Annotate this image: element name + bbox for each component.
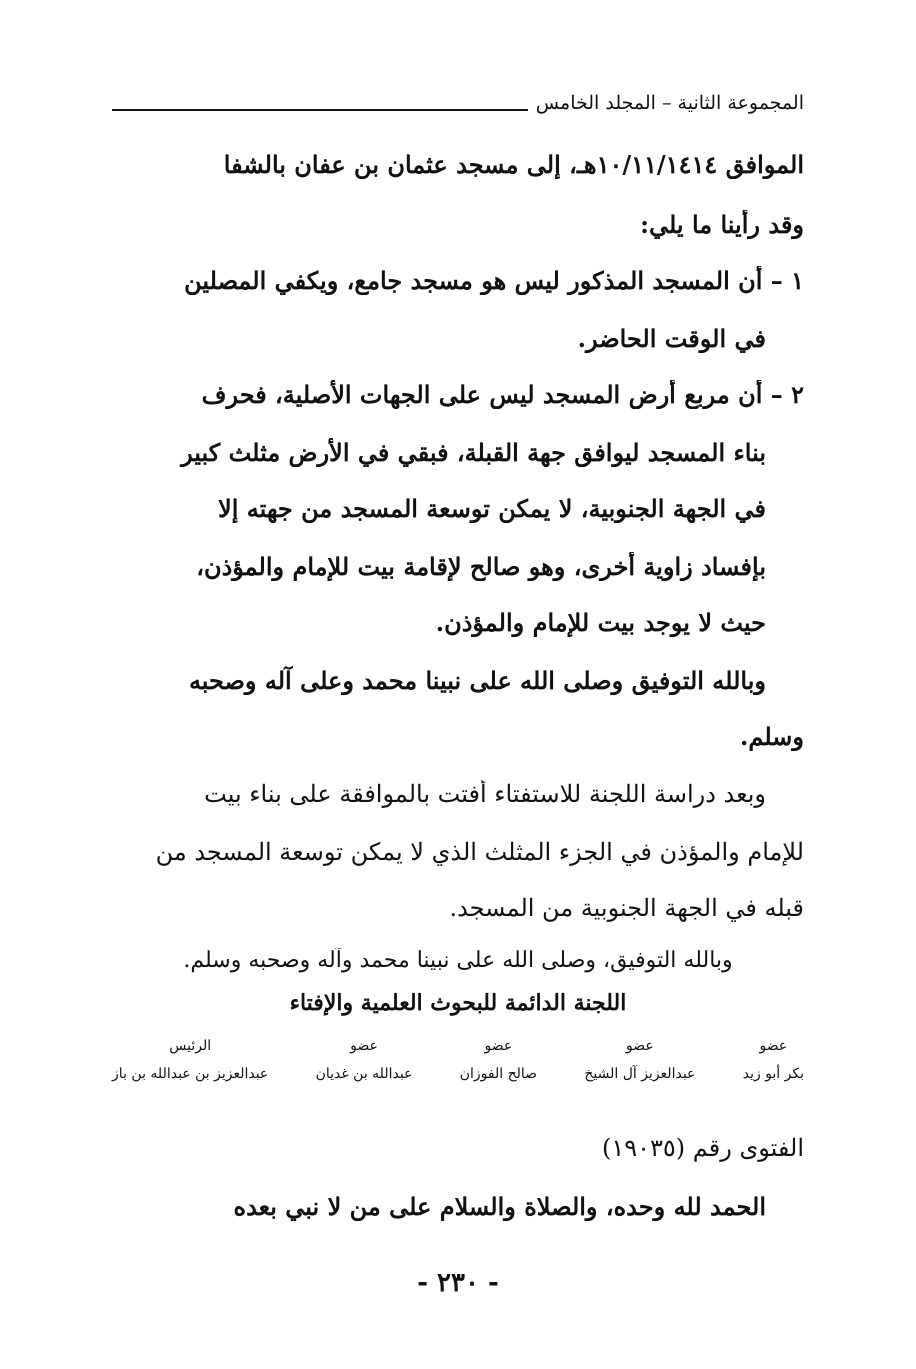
answer-line: للإمام والمؤذن في الجزء المثلث الذي لا يمكن توسعة المسجد من (155, 838, 804, 866)
list-item-2: ٢ – أن مربع أرض المسجد ليس على الجهات الأصلية، فحرف (201, 380, 804, 409)
member-name: بكر أبو زيد (742, 1066, 804, 1082)
committee-member (584, 1038, 695, 1098)
closing-line: وبالله التوفيق وصلى الله على نبينا محمد وعلى آله وصحبه (188, 666, 766, 695)
member-name: عبدالعزيز آل الشيخ (584, 1066, 696, 1082)
committee-members (112, 1038, 804, 1098)
member-role: الرئيس (169, 1038, 212, 1054)
member-role: عضو (626, 1038, 654, 1054)
answer-line: قبله في الجهة الجنوبية من المسجد. (449, 894, 804, 922)
member-role: عضو (350, 1038, 378, 1054)
header-title: المجموعة الثانية – المجلد الخامس (528, 92, 804, 114)
member-name: عبدالله بن غديان (315, 1066, 413, 1082)
closing-line-cont: وسلم. (740, 722, 804, 751)
list-item-1-cont: في الوقت الحاضر. (577, 324, 766, 353)
member-name: صالح الفوزان (459, 1066, 538, 1082)
opening-line: الحمد لله وحده، والصلاة والسلام على من لا نبي بعده (233, 1192, 766, 1221)
member-role: عضو (759, 1038, 788, 1054)
running-header (112, 92, 804, 120)
list-item-2-cont: بإفساد زاوية أخرى، وهو صالح لإقامة بيت للإمام والمؤذن، (196, 552, 766, 581)
list-item-2-cont: حيث لا يوجد بيت للإمام والمؤذن. (435, 608, 766, 637)
list-item-2-cont: في الجهة الجنوبية، لا يمكن توسعة المسجد من جهته إلا (218, 494, 766, 523)
list-item-1: ١ – أن المسجد المذكور ليس هو مسجد جامع، ويكفي المصلين (184, 266, 804, 295)
committee-member (112, 1038, 268, 1098)
list-item-2-cont: بناء المسجد ليوافق جهة القبلة، فبقي في الأرض مثلث كبير (181, 438, 766, 467)
blessing-line: وبالله التوفيق، وصلى الله على نبينا محمد وآله وصحبه وسلم. (183, 948, 733, 973)
fatwa-number: الفتوى رقم (١٩٠٣٥) (601, 1134, 804, 1162)
committee-title: اللجنة الدائمة للبحوث العلمية والإفتاء (289, 990, 627, 1016)
member-role: عضو (484, 1038, 513, 1054)
committee-member (316, 1038, 413, 1098)
committee-member (743, 1038, 804, 1098)
member-name: عبدالعزيز بن عبدالله بن باز (112, 1066, 269, 1082)
text-line: وقد رأينا ما يلي: (640, 210, 804, 239)
text-line: الموافق ١٠/١١/١٤١٤هـ، إلى مسجد عثمان بن عفان بالشفا (223, 150, 804, 179)
committee-member (460, 1038, 537, 1098)
page-number: - ٢٣٠ - (417, 1268, 499, 1298)
answer-line: وبعد دراسة اللجنة للاستفتاء أفتت بالموافقة على بناء بيت (204, 780, 766, 808)
